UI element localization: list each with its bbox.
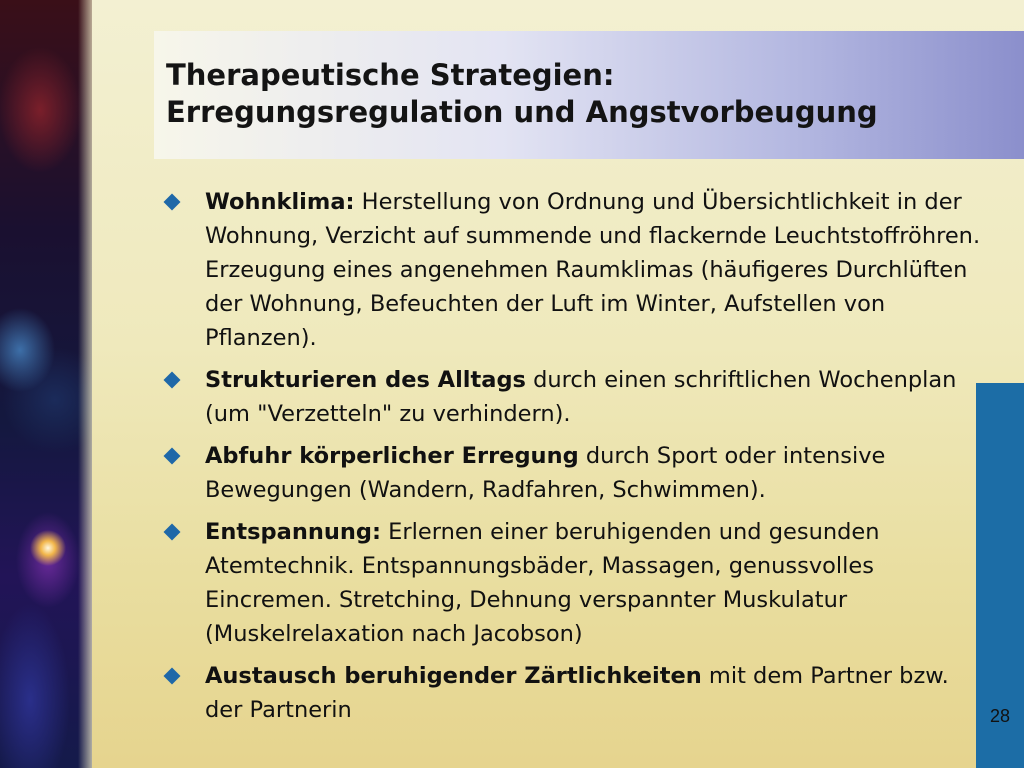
bullet-item-entspannung — [164, 515, 984, 651]
slide-title-line-2: Erregungsregulation und Angstvorbeugung — [166, 95, 878, 129]
bullet-heading: Austausch beruhigender Zärtlichkeiten — [205, 663, 702, 689]
diamond-bullet-icon — [164, 448, 181, 465]
bullet-heading: Wohnklima: — [205, 189, 355, 215]
bullet-item-wohnklima — [164, 185, 984, 355]
bullet-text: mit dem Partner bzw. der Partnerin — [205, 663, 949, 723]
bullet-heading: Strukturieren des Alltags — [205, 367, 526, 393]
diamond-bullet-icon — [164, 372, 181, 389]
title-box — [154, 31, 1024, 159]
diamond-bullet-icon — [164, 524, 181, 541]
page-number: 28 — [989, 706, 1011, 726]
bullet-item-alltag — [164, 363, 984, 431]
bullet-list — [164, 185, 984, 735]
diamond-bullet-icon — [164, 194, 181, 211]
slide-title-line-1: Therapeutische Strategien: — [166, 58, 615, 92]
bullet-text: Erlernen einer beruhigenden und gesunden Atemtechnik. Entspannungsbäder, Massagen, genussvolles Eincremen. Stretching, Dehnung verspannter Muskulatur (Muskelrelaxation nach Jacobson) — [205, 519, 880, 647]
bullet-text: durch einen schriftlichen Wochenplan (um "Verzetteln" zu verhindern). — [205, 367, 957, 427]
bullet-heading: Abfuhr körperlicher Erregung — [205, 443, 579, 469]
bullet-item-erregung — [164, 439, 984, 507]
diamond-bullet-icon — [164, 668, 181, 685]
decorative-side-image — [0, 0, 92, 768]
bullet-text: Herstellung von Ordnung und Übersichtlichkeit in der Wohnung, Verzicht auf summende und flackernde Leuchtstoffröhren. Erzeugung eines angenehmen Raumklimas (häufigeres Durchlüften der Wohnung, Befeuchten der Luft im Winter, Aufstellen von Pflanzen). — [205, 189, 981, 351]
bullet-text: durch Sport oder intensive Bewegungen (Wandern, Radfahren, Schwimmen). — [205, 443, 886, 503]
bullet-item-zaertlichkeiten — [164, 659, 984, 727]
bullet-heading: Entspannung: — [205, 519, 382, 545]
